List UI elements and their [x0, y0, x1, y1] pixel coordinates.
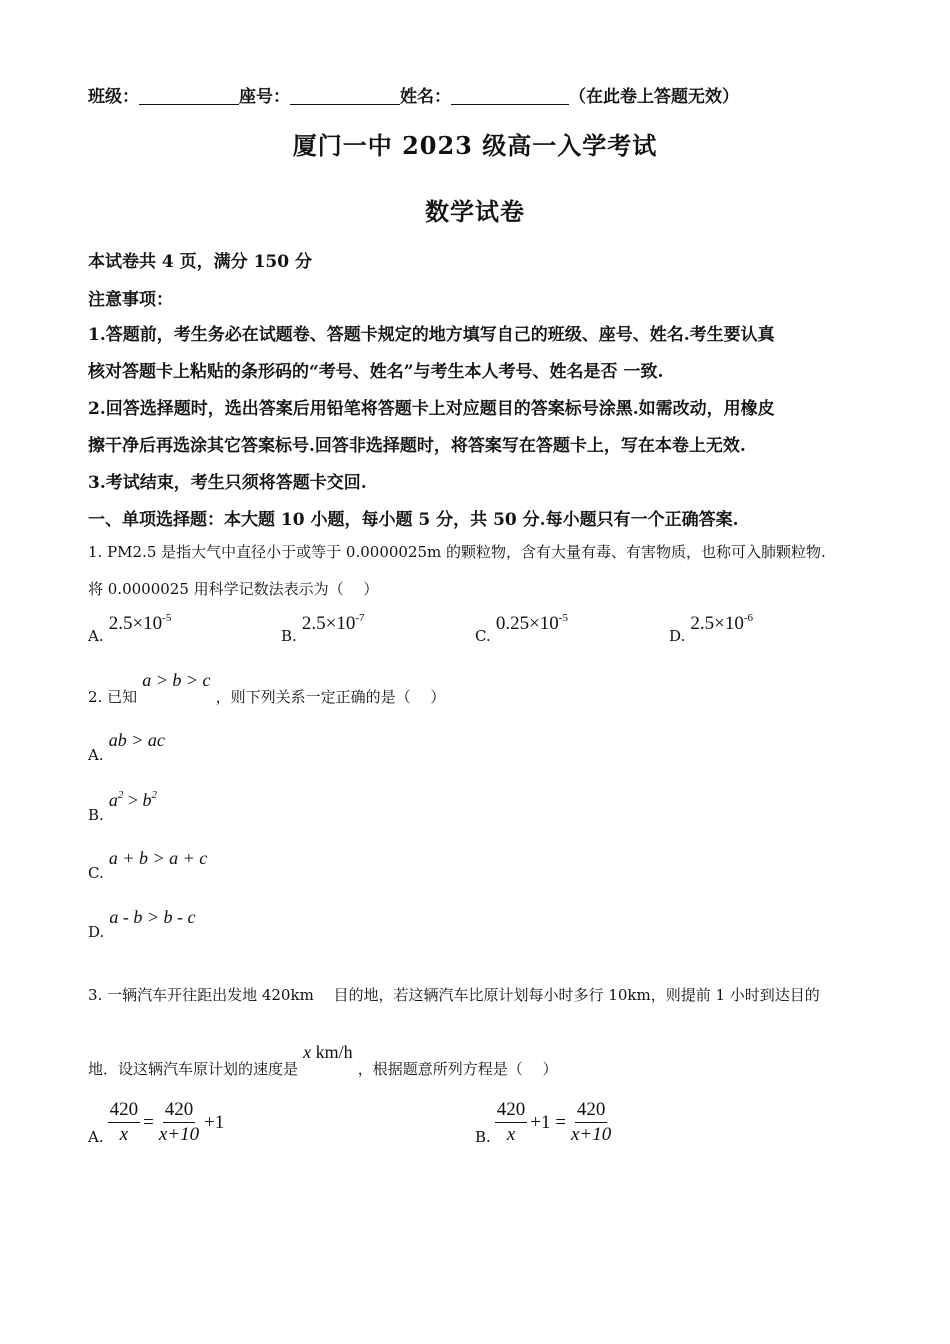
name-blank [451, 88, 569, 105]
option-label: A. [88, 746, 104, 764]
option-label: D. [88, 923, 105, 941]
q1-option-b[interactable] [281, 612, 365, 645]
option-expr: ab > ac [108, 730, 165, 750]
seat-blank [290, 88, 400, 105]
option-expr: $2.5\times 10^{-6}$ [690, 612, 753, 634]
option-expr: a + b > a + c [108, 848, 208, 868]
q1-stem-line-1: 1. PM2.5 是指大气中直径小于或等于 0.0000025m 的颗粒物，含有大量有毒、有害物质，也称可入肺颗粒物. [88, 543, 826, 561]
option-label: C. [88, 864, 104, 882]
section-heading: 一、单项选择题：本大题 10 小题，每小题 5 分，共 50 分.每小题只有一个正确答案. [88, 510, 739, 530]
q3-speed: x km/h [303, 1042, 353, 1062]
exam-subtitle: 数学试卷 [425, 197, 525, 226]
name-label: 姓名： [400, 87, 451, 107]
q3-line2-prefix: 地．设这辆汽车原计划的速度是 [88, 1060, 299, 1078]
notice-line-4: 擦干净后再选涂其它答案标号.回答非选择题时，将答案写在答题卡上，写在本卷上无效. [88, 436, 746, 456]
option-equation: $\frac{420}{x}$ +1 = $\frac{420}{x+10}$ [496, 1099, 612, 1145]
option-label: C. [475, 627, 491, 645]
option-label: D. [669, 627, 686, 645]
q3-option-a[interactable] [88, 1100, 224, 1145]
q3-stem-line-1: 3. 一辆汽车开往距出发地 420km 目的地，若这辆汽车比原计划每小时多行 10km，则提前 1 小时到达目的 [88, 986, 820, 1004]
option-label: B. [475, 1127, 491, 1146]
class-label: 班级： [88, 87, 139, 107]
q2-condition: a > b > c [142, 670, 211, 690]
q1-stem-line-2: 将 0.0000025 用科学记数法表示为（ ） [88, 580, 379, 598]
option-label: B. [88, 806, 104, 824]
option-label: B. [281, 627, 297, 645]
invalid-note: （在此卷上答题无效） [569, 87, 739, 107]
q2-prefix: 2. 已知 [88, 688, 138, 706]
option-label: A. [88, 627, 104, 645]
notice-line-2: 核对答题卡上粘贴的条形码的“考号、姓名”与考生本人考号、姓名是否 一致. [88, 362, 664, 382]
option-expr: $2.5\times 10^{-7}$ [301, 612, 365, 634]
notice-line-1: 1.答题前，考生务必在试题卷、答题卡规定的地方填写自己的班级、座号、姓名.考生要认真 [88, 325, 775, 345]
exam-info: 本试卷共 4 页，满分 150 分 [88, 252, 312, 272]
notice-heading: 注意事项： [88, 290, 173, 310]
q3-stem-line-2 [88, 1042, 558, 1078]
option-expr: a - b > b - c [109, 907, 196, 927]
option-expr: $a^2 > b^2$ [108, 789, 158, 810]
q1-option-d[interactable] [669, 612, 753, 645]
option-expr: $0.25\times 10^{-5}$ [495, 612, 568, 634]
q2-option-b[interactable] [88, 789, 158, 824]
q1-option-c[interactable] [475, 612, 568, 645]
q2-option-a[interactable] [88, 730, 165, 764]
q2-option-c[interactable] [88, 848, 208, 882]
q3-line2-suffix: ，根据题意所列方程是（ ） [357, 1060, 558, 1078]
exam-title: 厦门一中 2023 级高一入学考试 [292, 131, 658, 160]
notice-line-3: 2.回答选择题时，选出答案后用铅笔将答题卡上对应题目的答案标号涂黑.如需改动，用橡皮 [88, 399, 775, 419]
q2-suffix: ，则下列关系一定正确的是（ ） [215, 688, 446, 706]
q3-option-b[interactable] [475, 1100, 613, 1145]
q2-option-d[interactable] [88, 907, 196, 941]
class-blank [139, 88, 239, 105]
option-label: A. [88, 1127, 104, 1146]
option-equation: $\frac{420}{x}$ = $\frac{420}{x+10}$ +1 [109, 1099, 225, 1145]
q2-stem [88, 670, 446, 706]
student-info-line [88, 82, 739, 107]
q1-option-a[interactable] [88, 612, 172, 645]
seat-label: 座号： [239, 87, 290, 107]
option-expr: $2.5\times 10^{-5}$ [108, 612, 172, 634]
notice-line-5: 3.考试结束，考生只须将答题卡交回. [88, 473, 367, 493]
